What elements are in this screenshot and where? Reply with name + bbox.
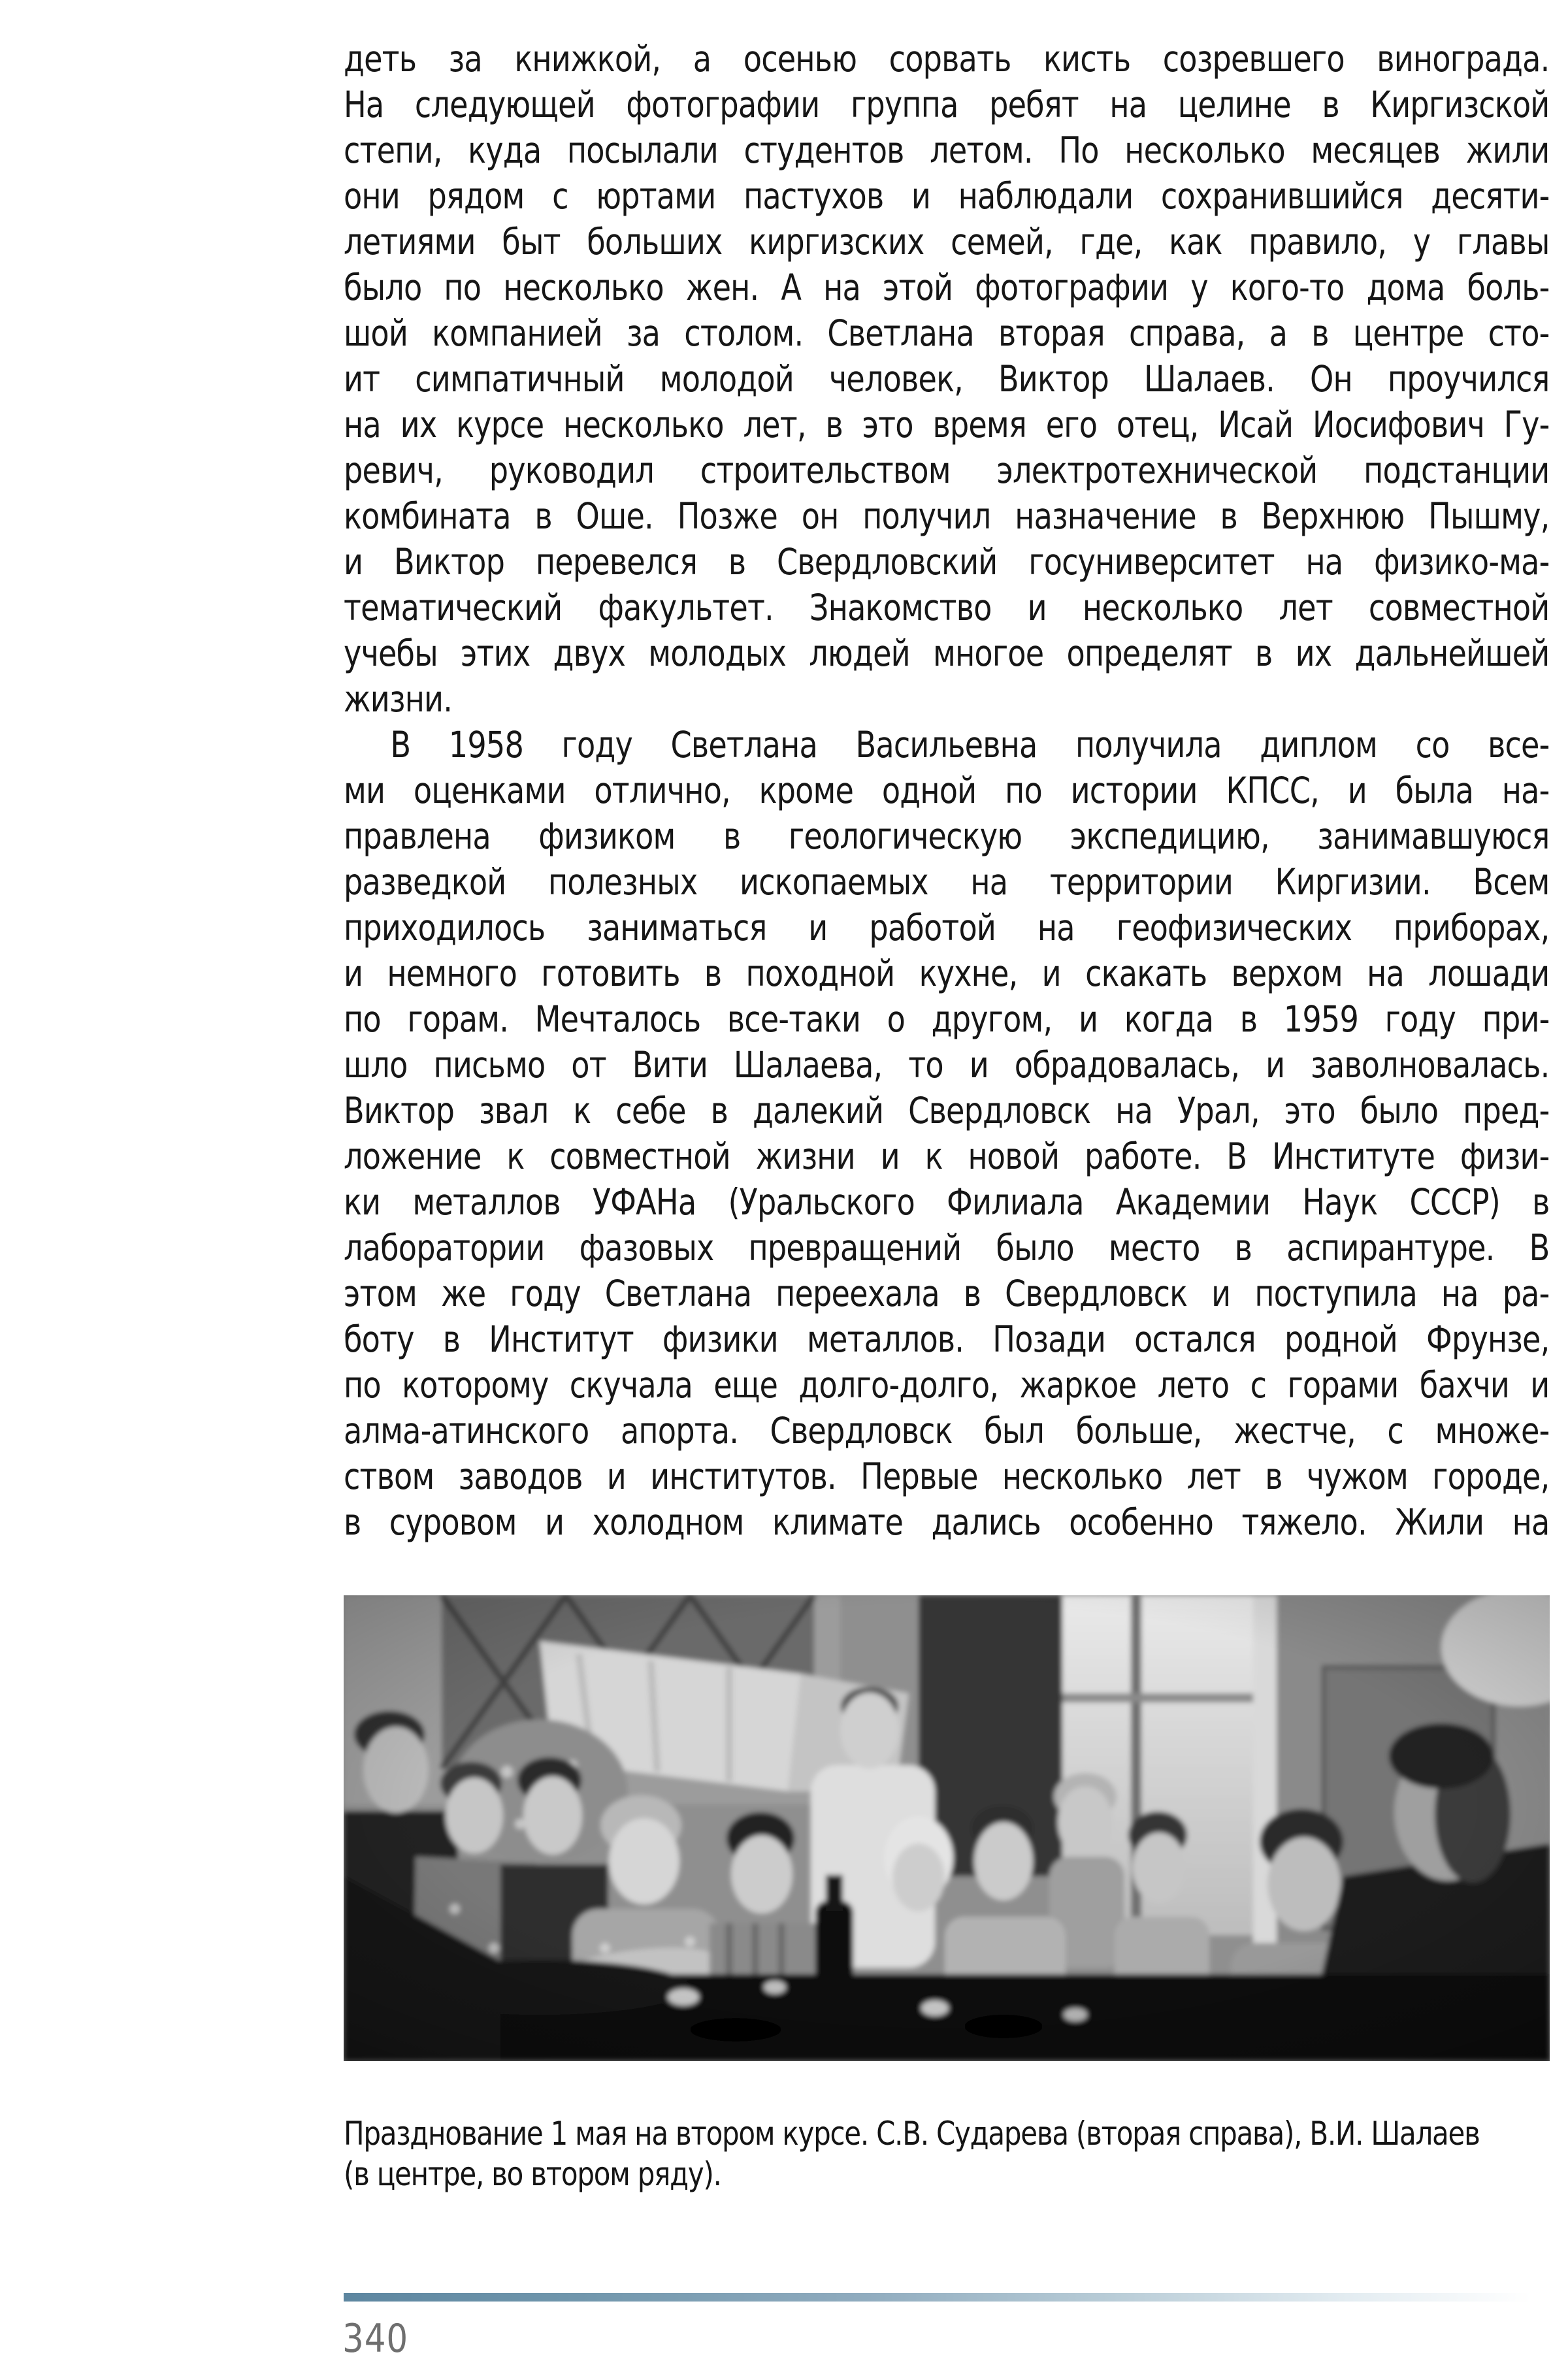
text-line: шой компанией за столом. Светлана вторая справа, а в центре сто-: [344, 312, 1550, 354]
text-line: этом же году Светлана переехала в Свердловск и поступила на ра-: [344, 1273, 1550, 1314]
text-line: правлена физиком в геологическую экспедицию, занимавшуюся: [344, 815, 1550, 857]
text-line: шло письмо от Вити Шалаева, то и обрадовалась, и заволновалась.: [344, 1044, 1550, 1086]
text-line: Виктор звал к себе в далекий Свердловск на Урал, это было пред-: [344, 1090, 1550, 1131]
caption-line-2: (в центре, во втором ряду).: [344, 2155, 721, 2193]
text-line: На следующей фотографии группа ребят на целине в Киргизской: [344, 84, 1550, 125]
group-photo: [344, 1595, 1550, 2061]
footer-rule: [344, 2293, 1568, 2302]
text-line: жизни.: [344, 678, 453, 720]
text-line: по которому скучала еще долго-долго, жаркое лето с горами бахчи и: [344, 1364, 1550, 1406]
caption-line-1: Празднование 1 мая на втором курсе. С.В. Сударева (вторая справа), В.И. Шалаев: [344, 2115, 1480, 2153]
text-line: деть за книжкой, а осенью сорвать кисть созревшего винограда.: [344, 38, 1550, 80]
text-line: они рядом с юртами пастухов и наблюдали сохранившийся десяти-: [344, 175, 1550, 217]
main-text: [344, 36, 1549, 1545]
text-line: лаборатории фазовых превращений было место в аспирантуре. В: [344, 1227, 1550, 1269]
photo-caption: [344, 2113, 1549, 2194]
text-line: ми оценками отлично, кроме одной по истории КПСС, и была на-: [344, 770, 1550, 811]
text-line: ит симпатичный молодой человек, Виктор Шалаев. Он проучился: [344, 358, 1550, 400]
text-line: степи, куда посылали студентов летом. По несколько месяцев жили: [344, 129, 1550, 171]
text-line: на их курсе несколько лет, в это время его отец, Исай Иосифович Гу-: [344, 404, 1550, 446]
text-line: в суровом и холодном климате дались особенно тяжело. Жили на: [344, 1501, 1550, 1543]
text-line: по горам. Мечталось все-таки о другом, и когда в 1959 году при-: [344, 998, 1550, 1040]
text-line: приходилось заниматься и работой на геофизических приборах,: [344, 907, 1550, 949]
text-line: и немного готовить в походной кухне, и скакать верхом на лошади: [344, 952, 1550, 994]
text-line: комбината в Оше. Позже он получил назначение в Верхнюю Пышму,: [344, 495, 1550, 537]
text-line: боту в Институт физики металлов. Позади остался родной Фрунзе,: [344, 1318, 1550, 1360]
text-line: было по несколько жен. А на этой фотографии у кого-то дома боль-: [344, 267, 1550, 308]
page-number: 340: [342, 2316, 409, 2359]
text-line: ством заводов и институтов. Первые несколько лет в чужом городе,: [344, 1456, 1550, 1497]
photo-vignette: [344, 1595, 1550, 2061]
text-line: учебы этих двух молодых людей многое определят в их дальнейшей: [344, 632, 1550, 674]
group-photo-illustration: [344, 1595, 1550, 2061]
text-line: ки металлов УФАНа (Уральского Филиала Академии Наук СССР) в: [344, 1181, 1550, 1223]
text-line: и Виктор перевелся в Свердловский госуниверситет на физико-ма-: [344, 541, 1550, 583]
text-line: тематический факультет. Знакомство и несколько лет совместной: [344, 587, 1550, 628]
text-line: ложение к совместной жизни и к новой работе. В Институте физи-: [344, 1135, 1550, 1177]
text-line: летиями быт больших киргизских семей, где, как правило, у главы: [344, 221, 1550, 263]
text-line: алма-атинского апорта. Свердловск был больше, жестче, с множе-: [344, 1410, 1550, 1452]
text-line: В 1958 году Светлана Васильевна получила диплом со все-: [390, 724, 1550, 766]
text-line: ревич, руководил строительством электротехнической подстанции: [344, 449, 1550, 491]
text-line: разведкой полезных ископаемых на территории Киргизии. Всем: [344, 861, 1550, 903]
